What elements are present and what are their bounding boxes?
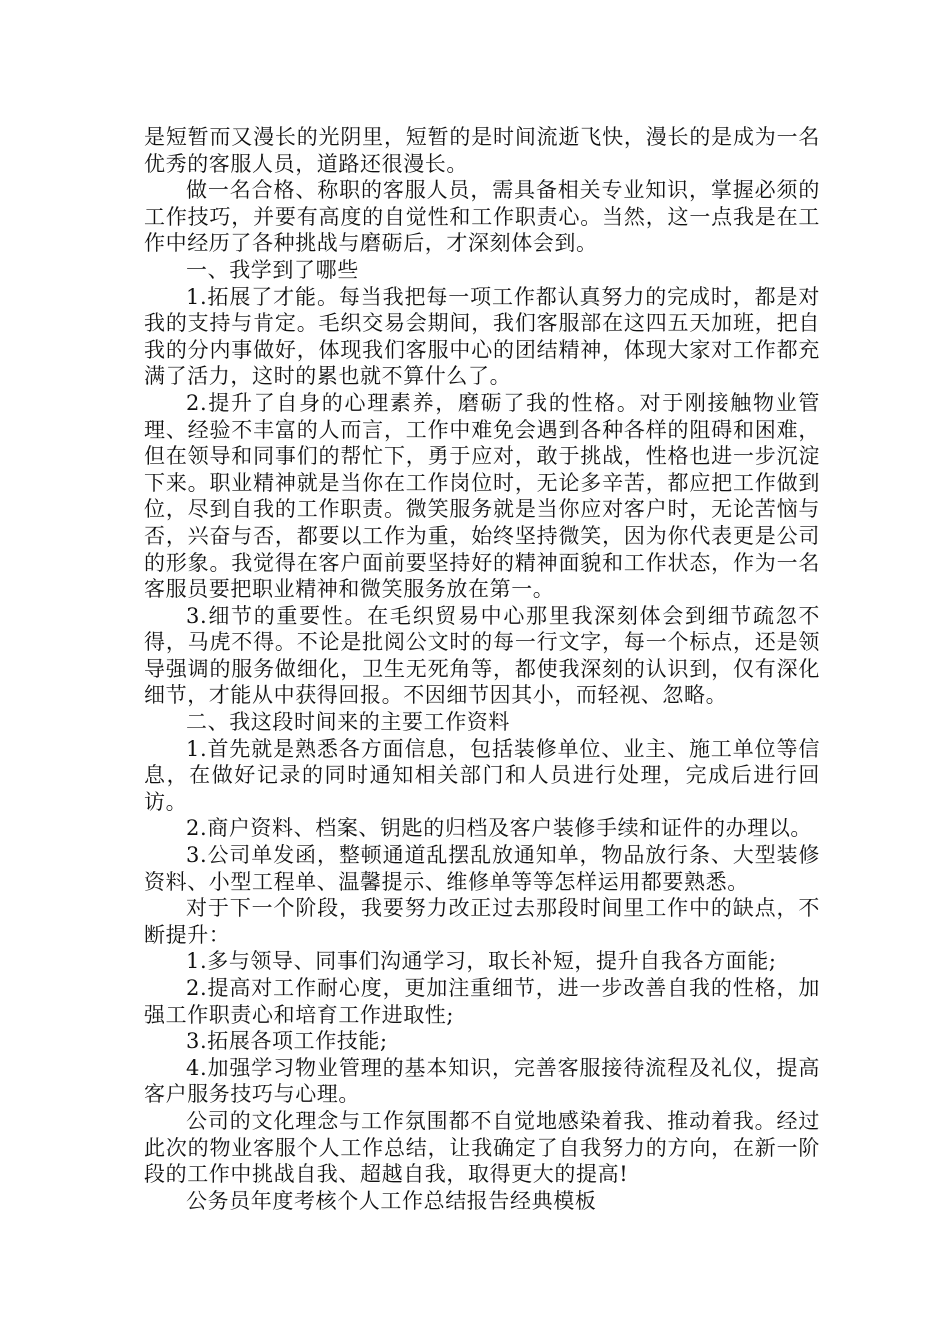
paragraph: 对于下一个阶段，我要努力改正过去那段时间里工作中的缺点，不断提升： [144,896,820,947]
paragraph: 公司的文化理念与工作氛围都不自觉地感染着我、推动着我。经过此次的物业客服个人工作总结，让我确定了自我努力的方向，在新一阶段的工作中挑战自我、超越自我，取得更大的提高! [144,1108,820,1187]
list-item: 3.拓展各项工作技能; [186,1029,388,1054]
paragraph: 3.细节的重要性。在毛织贸易中心那里我深刻体会到细节疏忽不得，马虎不得。不论是批阅公文时的每一行文字，每一个标点，还是领导强调的服务做细化，卫生无死角等，都使我深刻的认识到，仅有深化细节，才能从中获得回报。不因细节因其小，而轻视、忽略。 [144,603,820,708]
list-item: 4.加强学习物业管理的基本知识，完善客服接待流程及礼仪，提高客户服务技巧与心理。 [144,1055,820,1107]
paragraph: 2.提升了自身的心理素养，磨砺了我的性格。对于刚接触物业管理、经验不丰富的人而言，工作中难免会遇到各种各样的阻碍和困难，但在领导和同事们的帮忙下，勇于应对，敢于挑战，性格也进一步沉淀下来。职业精神就是当你在工作岗位时，无论多辛苦，都应把工作做到位，尽到自我的工作职责。微笑服务就是当你应对客户时，无论苦恼与否，兴奋与否，都要以工作为重，始终坚持微笑，因为你代表更是公司的形象。我觉得在客户面前要坚持好的精神面貌和工作状态，作为一名客服员要把职业精神和微笑服务放在第一。 [144,390,820,602]
list-item: 1.多与领导、同事们沟通学习，取长补短，提升自我各方面能; [186,949,777,974]
document-body [144,124,820,1214]
paragraph: 1.拓展了才能。每当我把每一项工作都认真努力的完成时，都是对我的支持与肯定。毛织交易会期间，我们客服部在这四五天加班，把自我的分内事做好，体现我们客服中心的团结精神，体现大家对工作都充满了活力，这时的累也就不算什么了。 [144,284,820,389]
section-heading: 二、我这段时间来的主要工作资料 [186,710,510,735]
paragraph: 做一名合格、称职的客服人员，需具备相关专业知识，掌握必须的工作技巧，并要有高度的自觉性和工作职责心。当然，这一点我是在工作中经历了各种挑战与磨砺后，才深刻体会到。 [144,178,820,256]
list-item: 2.提高对工作耐心度，更加注重细节，进一步改善自我的性格，加强工作职责心和培育工作进取性; [144,976,820,1027]
document-title-next: 公务员年度考核个人工作总结报告经典模板 [186,1188,597,1213]
paragraph: 2.商户资料、档案、钥匙的归档及客户装修手续和证件的办理以。 [186,816,813,841]
paragraph: 1.首先就是熟悉各方面信息，包括装修单位、业主、施工单位等信息，在做好记录的同时通知相关部门和人员进行处理，完成后进行回访。 [144,736,820,814]
paragraph: 是短暂而又漫长的光阴里，短暂的是时间流逝飞快，漫长的是成为一名优秀的客服人员，道路还很漫长。 [144,125,820,176]
section-heading: 一、我学到了哪些 [186,257,359,282]
paragraph: 3.公司单发函，整顿通道乱摆乱放通知单，物品放行条、大型装修资料、小型工程单、温馨提示、维修单等等怎样运用都要熟悉。 [144,843,820,894]
